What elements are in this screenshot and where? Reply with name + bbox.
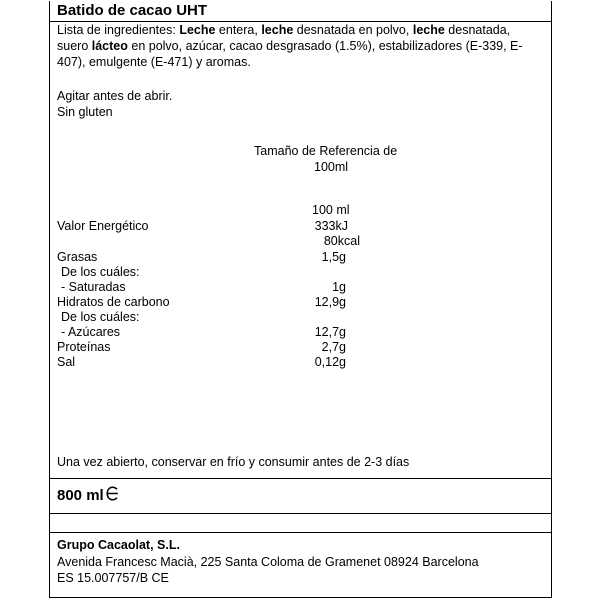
- company-address: Avenida Francesc Macià, 225 Santa Coloma de Gramenet 08924 Barcelona: [57, 555, 479, 569]
- registry-number: ES 15.007757/B CE: [57, 571, 169, 585]
- nutrient-value: 12,9g: [314, 295, 346, 309]
- net-quantity-row: [57, 486, 119, 506]
- nutrient-label: Sal: [57, 355, 76, 369]
- nutrient-label: Grasas: [57, 250, 98, 264]
- nutrient-label: Hidratos de carbono: [57, 295, 170, 309]
- nutrient-value: 1,5g: [321, 250, 346, 264]
- nutrient-value: 2,7g: [321, 340, 346, 354]
- company-divider: [49, 532, 552, 533]
- storage-divider: [49, 478, 552, 479]
- nutrient-label: Proteínas: [57, 340, 111, 354]
- ingredients-list: Lista de ingredientes: Leche entera, leche desnatada en polvo, leche desnatada, suero lácteo en polvo, azúcar, cacao desgrasado (1.5%), estabilizadores (E-339, E-407), emulgente (E-471) y aromas.: [57, 23, 523, 69]
- energy-label: Valor Energético: [57, 219, 149, 233]
- energy-kcal-value: 80kcal: [323, 234, 360, 248]
- reference-size-line1: Tamaño de Referencia de: [254, 144, 398, 158]
- nutrient-label: - Saturadas: [61, 280, 126, 294]
- nutrient-value: 12,7g: [314, 325, 346, 339]
- energy-kj-value: 333kJ: [314, 219, 348, 233]
- estimated-sign-icon: [106, 486, 119, 506]
- reference-size-line2: 100ml: [314, 160, 349, 174]
- gluten-note: Sin gluten: [57, 105, 113, 119]
- nutrient-value: 0,12g: [314, 355, 346, 369]
- nutrient-sublabel: De los cuáles:: [61, 265, 140, 279]
- company-name: Grupo Cacaolat, S.L.: [57, 538, 180, 552]
- nutrient-value: 1g: [332, 280, 346, 294]
- nutrient-sublabel: De los cuáles:: [61, 310, 140, 324]
- net-quantity: 800 ml: [57, 486, 104, 504]
- quantity-divider: [49, 513, 552, 514]
- column-header: 100 ml: [312, 203, 350, 217]
- product-title: Batido de cacao UHT: [57, 2, 208, 19]
- shake-note: Agitar antes de abrir.: [57, 89, 173, 103]
- storage-instructions: Una vez abierto, conservar en frío y consumir antes de 2-3 días: [57, 455, 410, 469]
- nutrient-label: - Azúcares: [61, 325, 121, 339]
